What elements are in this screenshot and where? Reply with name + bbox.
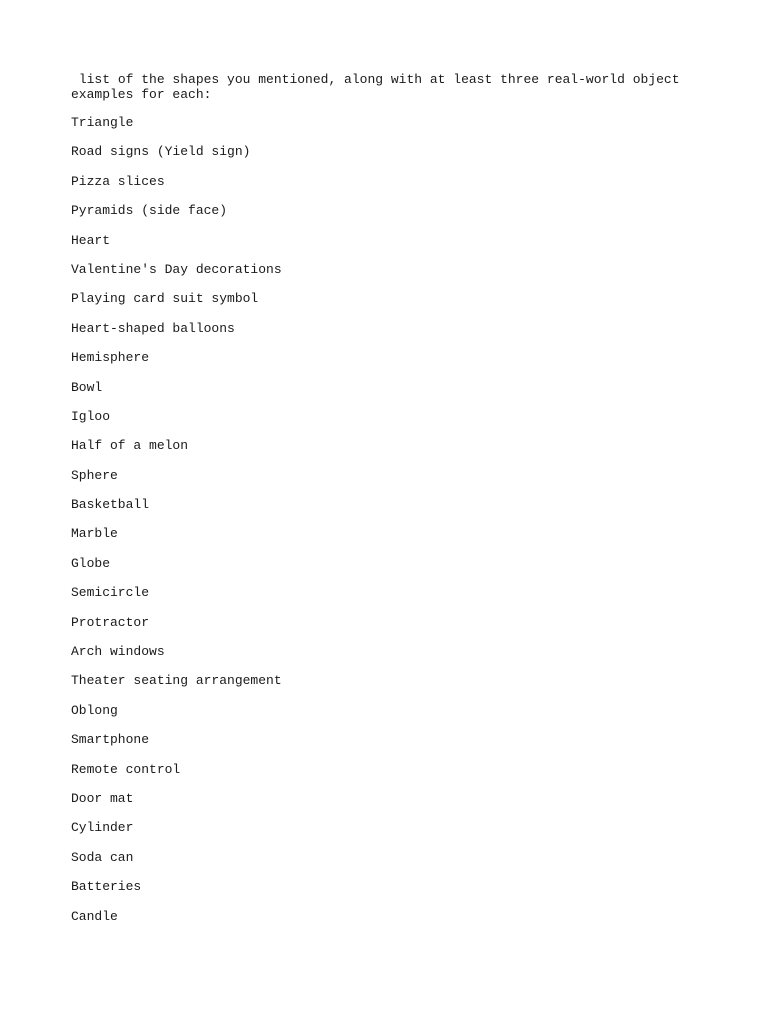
list-line: Semicircle: [71, 585, 150, 601]
list-line: Protractor: [71, 614, 150, 630]
list-line: Candle: [71, 908, 118, 924]
list-line: Remote control: [71, 761, 181, 777]
list-line: Theater seating arrangement: [71, 673, 282, 689]
list-line: Arch windows: [71, 644, 165, 660]
list-line: Batteries: [71, 879, 142, 895]
list-line: Pyramids (side face): [71, 203, 228, 219]
list-line: Smartphone: [71, 732, 150, 748]
list-line: Basketball: [71, 497, 150, 513]
list-line: Valentine's Day decorations: [71, 261, 282, 277]
list-line: Playing card suit symbol: [71, 291, 259, 307]
list-line: Half of a melon: [71, 438, 189, 454]
list-line: Pizza slices: [71, 173, 165, 189]
list-line: Sphere: [71, 467, 118, 483]
list-line: Triangle: [71, 115, 134, 130]
list-line: Oblong: [71, 702, 118, 718]
list-line: Road signs (Yield sign): [71, 144, 251, 160]
list-line: Heart-shaped balloons: [71, 320, 235, 336]
list-line: Soda can: [71, 849, 134, 865]
intro-paragraph: list of the shapes you mentioned, along with at least three real-world object examples for each:: [71, 72, 680, 102]
list-line: Igloo: [71, 408, 111, 424]
list-line: Hemisphere: [71, 350, 150, 366]
list-line: Bowl: [71, 379, 103, 395]
list-line: Marble: [71, 526, 118, 542]
shape-example-list: [71, 108, 691, 931]
list-line: Door mat: [71, 790, 134, 806]
list-line: Cylinder: [71, 820, 134, 836]
list-line: Heart: [71, 232, 111, 248]
list-line: Globe: [71, 555, 111, 571]
document-page: [71, 72, 691, 931]
